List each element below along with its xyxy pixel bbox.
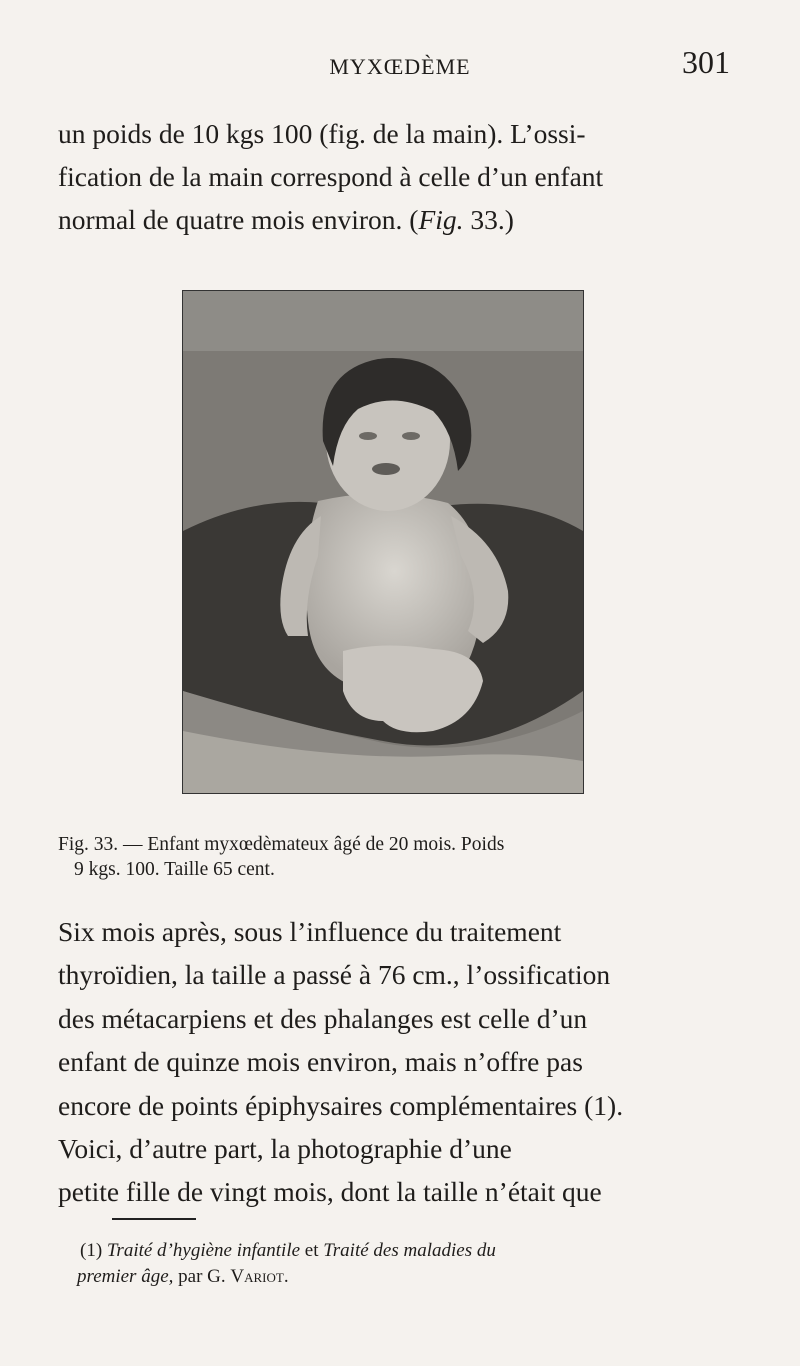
- paragraph-line: Six mois après, sous l’influence du traitement: [58, 916, 562, 947]
- running-header-title: MYXŒDÈME: [329, 54, 471, 79]
- paragraph-line: enfant de quinze mois environ, mais n’offre pas: [58, 1046, 583, 1078]
- footnote-by: par G.: [178, 1266, 226, 1287]
- footnote-line: [80, 1238, 760, 1264]
- paragraph-top: [58, 112, 748, 241]
- page-number: 301: [682, 44, 730, 80]
- footnote-title: Traité d’hygiène infantile: [106, 1240, 301, 1261]
- paragraph-line: des métacarpiens et des phalanges est celle d’un: [58, 1002, 588, 1034]
- footnote-title: Traité des maladies du: [323, 1240, 496, 1261]
- paragraph-line: [58, 198, 748, 241]
- figure-reference: Fig.: [418, 204, 464, 235]
- paragraph-line: Voici, d’autre part, la photographie d’une: [58, 1133, 512, 1165]
- figure-photograph: [182, 290, 584, 794]
- photograph-illustration: [183, 291, 583, 793]
- caption-line: Fig. 33. — Enfant myxœdèmateux âgé de 20 mois. Poids: [58, 834, 505, 855]
- paragraph-line: fication de la main correspond à celle d’un enfant: [58, 161, 604, 192]
- footnote-line: [77, 1264, 760, 1290]
- footnote-marker: (1): [80, 1240, 103, 1261]
- paragraph-text: normal de quatre mois environ. (: [58, 204, 419, 235]
- figure-caption: [58, 832, 748, 882]
- paragraph-line: petite fille de vingt mois, dont la taille n’était que: [58, 1176, 602, 1208]
- paragraph-line: thyroïdien, la taille a passé à 76 cm., l’ossification: [58, 959, 611, 991]
- footnote: [77, 1238, 760, 1290]
- footnote-title-continued: premier âge,: [77, 1266, 174, 1287]
- paragraph-line: encore de points épiphysaires complémentaires (1).: [58, 1089, 624, 1121]
- figure-reference-number: 33.): [463, 204, 514, 235]
- paragraph-main: [58, 910, 748, 1214]
- footnote-conjunction: et: [304, 1240, 319, 1261]
- footnote-separator: [112, 1218, 196, 1220]
- paragraph-line: un poids de 10 kgs 100 (fig. de la main). L’ossi-: [58, 118, 586, 149]
- caption-line: 9 kgs. 100. Taille 65 cent.: [74, 859, 275, 880]
- footnote-author: Variot.: [230, 1266, 289, 1287]
